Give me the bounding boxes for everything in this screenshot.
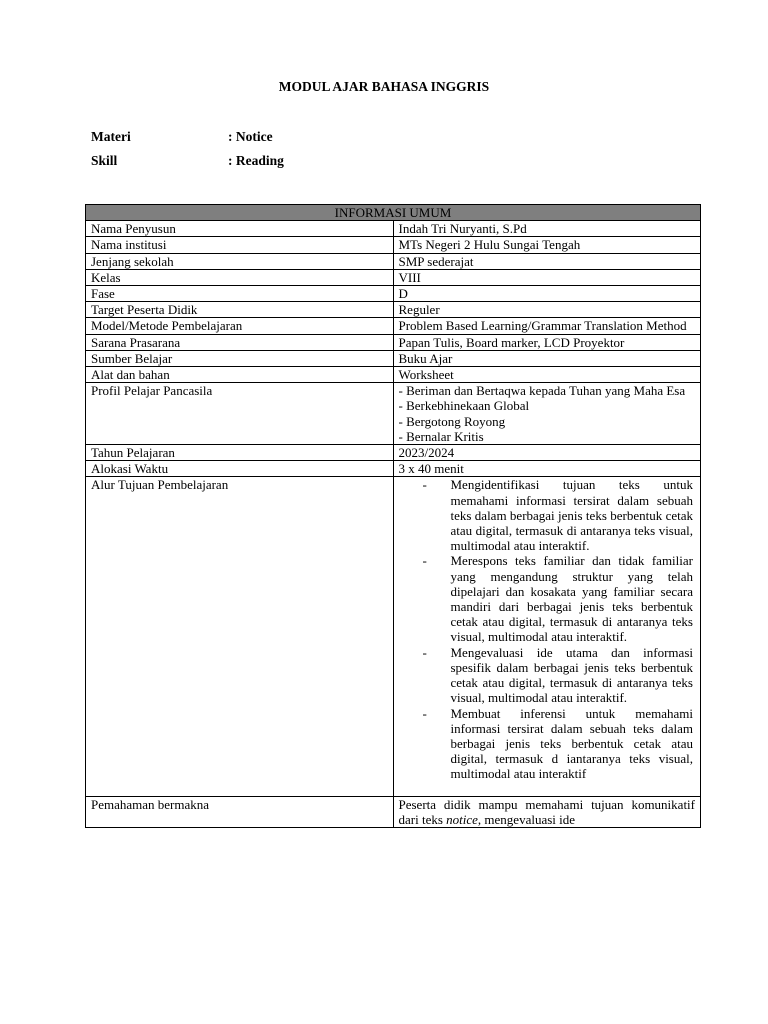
- document-title: MODUL AJAR BAHASA INGGRIS: [278, 79, 490, 94]
- row-value: D: [393, 286, 701, 302]
- table-row: [86, 253, 701, 269]
- meta-materi-key: Materi: [91, 129, 131, 144]
- row-value: Papan Tulis, Board marker, LCD Proyektor: [393, 334, 701, 350]
- row-value: 3 x 40 menit: [393, 461, 701, 477]
- table-row: [86, 286, 701, 302]
- pemahaman-text: [393, 796, 701, 827]
- table-row: [86, 334, 701, 350]
- table-row-profil: [86, 383, 701, 445]
- alur-item-text: Mengidentifikasi tujuan teks untuk memahami informasi tersirat dalam sebuah teks dalam berbagai jenis teks berbentuk cetak atau digital, termasuk di antaranya teks visual, multimodal atau interaktif.: [450, 477, 693, 554]
- table-row: [86, 237, 701, 253]
- table-row: [86, 302, 701, 318]
- alur-item-text: Membuat inferensi untuk memahami informasi tersirat dalam sebuah teks dalam berbagai jenis teks berbentuk cetak atau digital, termasuk d iantaranya teks visual, multimodal atau interaktif: [450, 705, 693, 782]
- profil-item: - Beriman dan Bertaqwa kepada Tuhan yang Maha Esa: [398, 383, 686, 399]
- row-label: Tahun Pelajaran: [86, 445, 394, 461]
- table-row: [86, 221, 701, 237]
- row-label: Profil Pelajar Pancasila: [86, 383, 394, 445]
- table-header-row: [86, 205, 701, 221]
- meta-skill-key: Skill: [91, 153, 118, 168]
- row-label: Alur Tujuan Pembelajaran: [86, 477, 394, 796]
- alur-item: [399, 706, 696, 782]
- table-row-alur: [86, 477, 701, 796]
- pemahaman-text-start: Peserta didik mampu memahami tujuan komunikatif dari teks: [398, 796, 695, 827]
- table-row: [86, 445, 701, 461]
- row-value: MTs Negeri 2 Hulu Sungai Tengah: [393, 237, 701, 253]
- row-value: Reguler: [393, 302, 701, 318]
- alur-item: [399, 553, 696, 644]
- alur-item: [399, 645, 696, 706]
- table-header: INFORMASI UMUM: [86, 205, 701, 221]
- row-value: VIII: [393, 269, 701, 285]
- row-label: Fase: [86, 286, 394, 302]
- bullet-dash: -: [422, 705, 427, 721]
- profil-item: - Berkebhinekaan Global: [398, 398, 530, 414]
- row-label: Jenjang sekolah: [86, 253, 394, 269]
- bullet-dash: -: [422, 644, 427, 660]
- row-label: Alokasi Waktu: [86, 461, 394, 477]
- row-value: Buku Ajar: [393, 350, 701, 366]
- row-value: SMP sederajat: [393, 253, 701, 269]
- alur-item: [399, 477, 696, 553]
- meta-materi-value: : Notice: [228, 129, 273, 144]
- alur-item-text: Mengevaluasi ide utama dan informasi spesifik dalam berbagai jenis teks berbentuk cetak atau digital, termasuk di antaranya teks visual, multimodal atau interaktif.: [450, 644, 693, 706]
- bullet-dash: -: [422, 477, 427, 493]
- row-label: Nama institusi: [86, 237, 394, 253]
- pemahaman-text-italic: notice: [446, 811, 478, 827]
- row-label: Pemahaman bermakna: [86, 796, 394, 827]
- row-label: Model/Metode Pembelajaran: [86, 318, 394, 334]
- profil-item: - Bergotong Royong: [398, 413, 506, 429]
- table-row: [86, 461, 701, 477]
- profil-item: - Bernalar Kritis: [398, 428, 484, 444]
- row-value: Indah Tri Nuryanti, S.Pd: [393, 221, 701, 237]
- table-row: [86, 269, 701, 285]
- bullet-dash: -: [422, 553, 427, 569]
- table-row: [86, 350, 701, 366]
- row-label: Sarana Prasarana: [86, 334, 394, 350]
- row-label: Alat dan bahan: [86, 367, 394, 383]
- pemahaman-text-end: , mengevaluasi ide: [477, 811, 576, 827]
- row-value: 2023/2024: [393, 445, 701, 461]
- table-row-pemahaman: [86, 796, 701, 827]
- row-label: Sumber Belajar: [86, 350, 394, 366]
- row-label: Nama Penyusun: [86, 221, 394, 237]
- row-value: Problem Based Learning/Grammar Translation Method: [393, 318, 701, 334]
- row-label: Kelas: [86, 269, 394, 285]
- table-row: [86, 367, 701, 383]
- meta-materi: [91, 129, 273, 144]
- table-row: [86, 318, 701, 334]
- row-value: Worksheet: [393, 367, 701, 383]
- meta-skill: [91, 153, 284, 168]
- alur-list: [393, 477, 701, 796]
- alur-item-text: Merespons teks familiar dan tidak familiar yang mengandung struktur yang telah dipelajari dan kosakata yang familiar secara mandiri dari berbagai jenis teks berbentuk cetak atau digital, termasuk di antaranya teks visual, multimodal atau interaktif.: [450, 553, 693, 645]
- meta-skill-value: : Reading: [228, 153, 284, 168]
- row-label: Target Peserta Didik: [86, 302, 394, 318]
- informasi-umum-table: [85, 204, 701, 828]
- profil-list: [393, 383, 701, 445]
